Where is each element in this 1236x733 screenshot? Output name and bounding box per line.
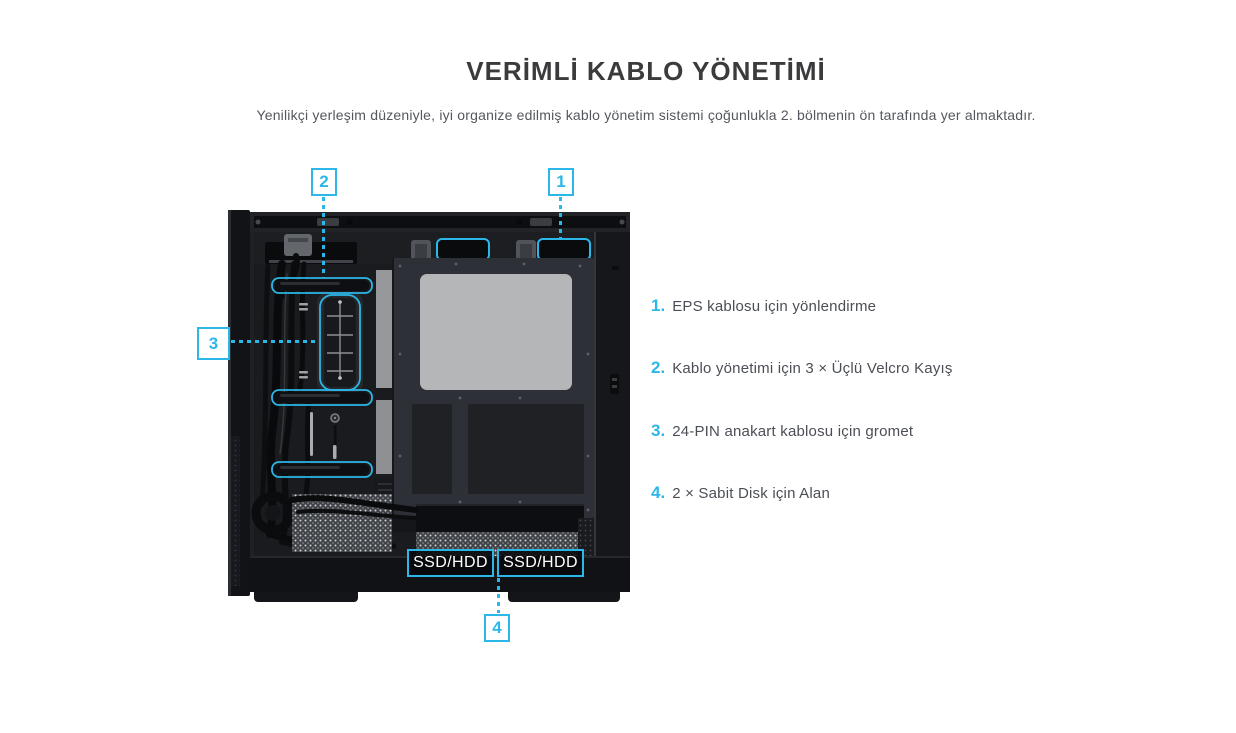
routing-channel — [317, 292, 363, 393]
callout-box-2: 2 — [311, 168, 337, 196]
leader-line-4 — [497, 578, 500, 613]
feature-number: 1. — [651, 296, 666, 315]
feature-item-2 — [651, 358, 953, 378]
feature-text: 24-PIN anakart kablosu için gromet — [672, 423, 914, 440]
feature-item-4 — [651, 483, 830, 503]
feature-item-3 — [651, 421, 913, 441]
pc-case-illustration — [224, 204, 636, 604]
leader-line-1 — [559, 197, 562, 240]
feature-number: 4. — [651, 483, 666, 502]
leader-line-3 — [231, 340, 317, 343]
ssd-mount-right — [468, 404, 584, 494]
case-front-panel — [228, 210, 250, 596]
front-io-connector — [284, 234, 312, 256]
leader-line-2 — [322, 197, 325, 278]
feature-number: 3. — [651, 421, 666, 440]
ssd-mount-left — [412, 404, 452, 494]
case-top-frame — [250, 212, 630, 232]
drive-label-left: SSD/HDD — [407, 549, 494, 577]
velcro-strap-1 — [272, 278, 372, 293]
motherboard-tray — [392, 258, 594, 525]
case-right-rail — [594, 232, 630, 592]
top-grommet-right-highlight — [538, 239, 590, 260]
callout-box-4: 4 — [484, 614, 510, 642]
feature-text: 2 × Sabit Disk için Alan — [672, 485, 830, 502]
drive-label-right: SSD/HDD — [497, 549, 584, 577]
page-title: VERİMLİ KABLO YÖNETİMİ — [466, 56, 826, 86]
velcro-strap-2 — [272, 390, 372, 405]
page-subtitle: Yenilikçi yerleşim düzeniyle, iyi organize edilmiş kablo yönetim sistemi çoğunlukla 2. bölmenin ön tarafında yer almaktadır. — [256, 107, 1036, 123]
top-grommet-left-highlight — [437, 239, 489, 260]
feature-number: 2. — [651, 358, 666, 377]
callout-box-1: 1 — [548, 168, 574, 196]
feature-text: EPS kablosu için yönlendirme — [672, 298, 877, 315]
feature-item-1 — [651, 296, 876, 316]
callout-box-3: 3 — [197, 327, 230, 360]
tray-label-plate — [420, 274, 572, 390]
feature-text: Kablo yönetimi için 3 × Üçlü Velcro Kayış — [672, 360, 953, 377]
velcro-strap-3 — [272, 462, 372, 477]
